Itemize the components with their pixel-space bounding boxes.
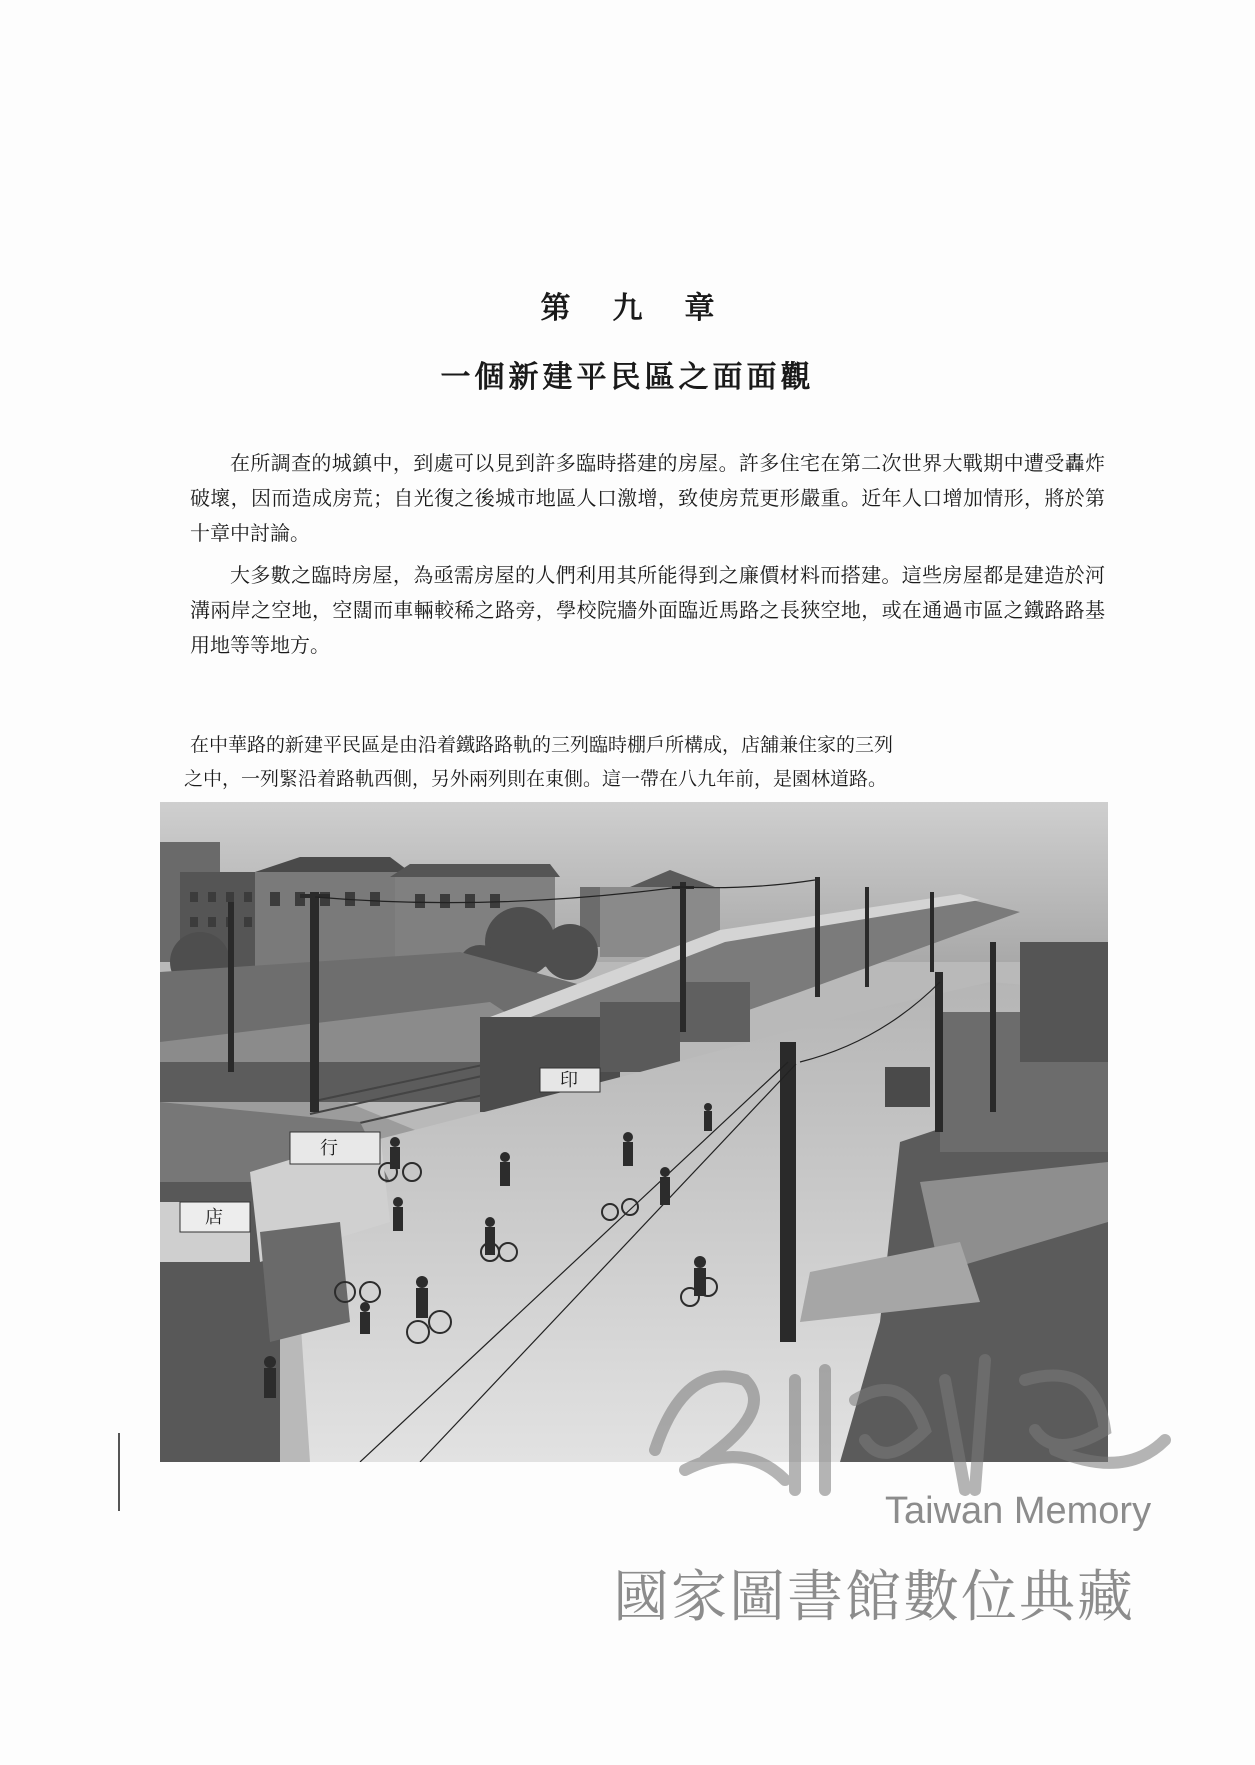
shop-sign-text-3: 店 [205, 1207, 223, 1228]
photo-caption-line-1: 在中華路的新建平民區是由沿着鐵路路軌的三列臨時棚戶所構成，店舖兼住家的三列 [190, 734, 894, 756]
chapter-number: 第九章 [540, 291, 757, 326]
watermark-english: Taiwan Memory [885, 1490, 1152, 1532]
photo-caption [184, 728, 1035, 796]
margin-scan-line [118, 1433, 120, 1511]
photo-caption-line-2: 之中，一列緊沿着路軌西側，另外兩列則在東側。這一帶在八九年前，是園林道路。 [184, 768, 888, 790]
body-paragraph-1: 在所調查的城鎮中，到處可以見到許多臨時搭建的房屋。許多住宅在第二次世界大戰期中遭受轟炸破壞，因而造成房荒；自光復之後城市地區人口激增，致使房荒更形嚴重。近年人口增加情形，將於第十章中討論。 [190, 451, 1105, 545]
shop-sign-text-1: 印 [560, 1070, 578, 1091]
watermark-chinese: 國家圖書館數位典藏 [613, 1565, 1135, 1628]
taiwan-memory-logo-watermark [625, 1320, 1185, 1510]
body-paragraph-2: 大多數之臨時房屋，為亟需房屋的人們利用其所能得到之廉價材料而搭建。這些房屋都是建造於河溝兩岸之空地，空闊而車輛較稀之路旁，學校院牆外面臨近馬路之長狹空地，或在通過市區之鐵路路基用地等等地方。 [190, 563, 1105, 657]
chapter-title: 一個新建平民區之面面觀 [440, 360, 815, 395]
shop-sign-text-2: 行 [320, 1138, 338, 1159]
